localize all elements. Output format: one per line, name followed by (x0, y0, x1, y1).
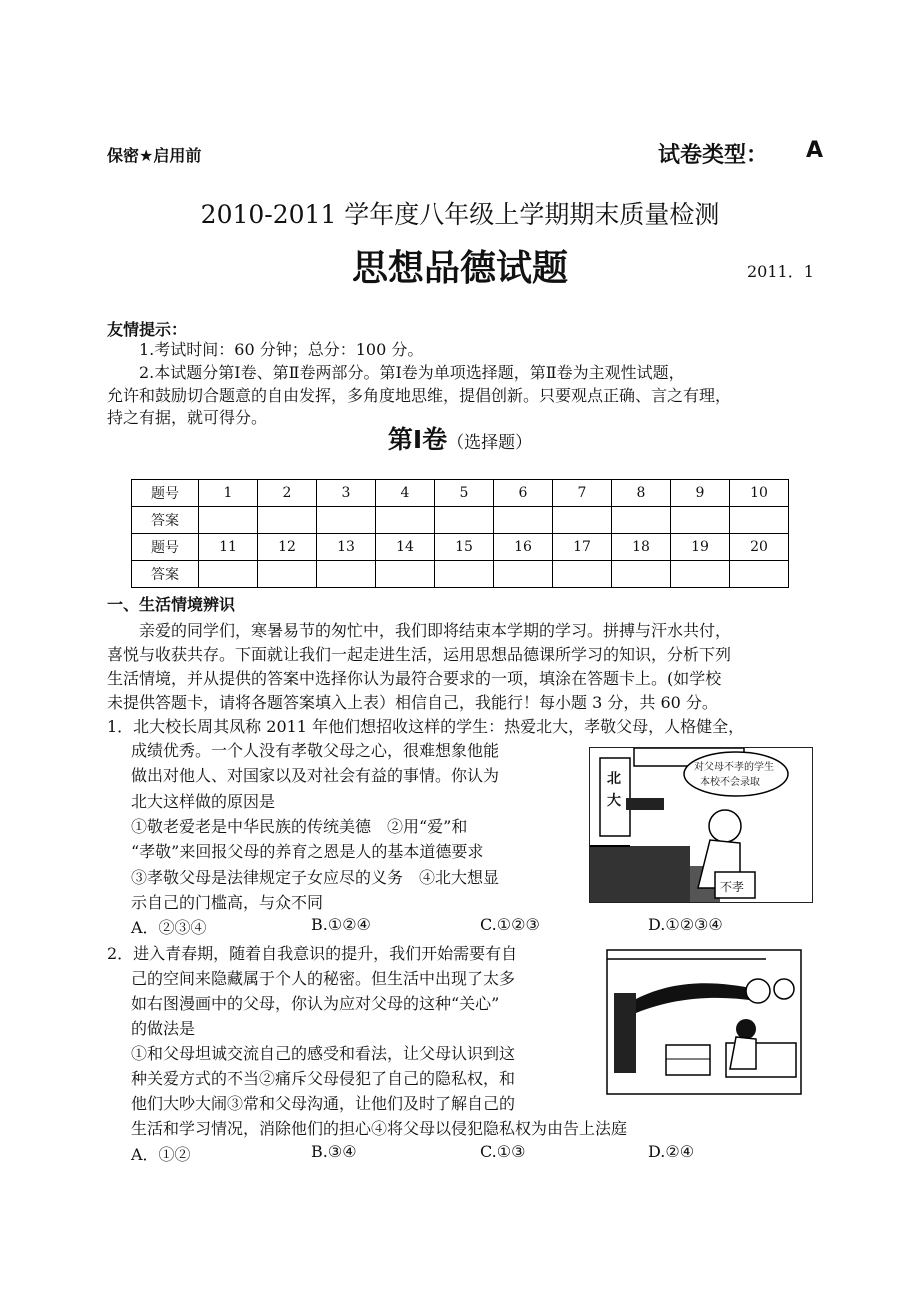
q2-line-2: 己的空间来隐藏属于个人的秘密。但生活中出现了太多 (131, 969, 516, 988)
table-header-cell: 答案 (132, 507, 199, 534)
q1-line-1: 1．北大校长周其凤称 2011 年他们想招收这样的学生：热爱北大，孝敬父母，人格健全， (107, 717, 745, 736)
table-cell: 13 (317, 534, 376, 561)
part1-intro-line-2: 喜悦与收获共存。下面就让我们一起走进生活，运用思想品德课所学习的知识，分析下列 (107, 645, 732, 664)
table-cell: 16 (494, 534, 553, 561)
q1-cartoon-sign: 北大 (607, 771, 621, 809)
q2-line-8: 生活和学习情况，消除他们的担心④将父母以侵犯隐私权为由告上法庭 (131, 1119, 628, 1138)
q2-line-4: 的做法是 (131, 1019, 196, 1038)
q1-option-d[interactable]: D.①②③④ (648, 915, 723, 934)
q1-cartoon-bubble-text-2: 本校不会录取 (700, 777, 760, 788)
answer-cell[interactable] (376, 561, 435, 588)
q1-line-4: 北大这样做的原因是 (131, 792, 276, 811)
answer-cell[interactable] (553, 561, 612, 588)
table-cell: 14 (376, 534, 435, 561)
q2-cartoon-drawing (606, 949, 802, 1095)
q1-line-6: “孝敬”来回报父母的养育之恩是人的基本道德要求 (131, 842, 484, 861)
table-row (132, 480, 789, 507)
paper-type-value: A (806, 138, 824, 163)
notes-heading: 友情提示： (107, 320, 188, 339)
table-header-cell: 答案 (132, 561, 199, 588)
table-cell: 12 (258, 534, 317, 561)
q2-option-a[interactable]: A．①② (131, 1145, 191, 1164)
note-item-2-line-2: 允许和鼓励切合题意的自由发挥，多角度地思维，提倡创新。只要观点正确、言之有理， (107, 386, 732, 405)
q2-cartoon (606, 949, 802, 1095)
exam-date: 2011．1 (747, 262, 814, 281)
table-cell: 17 (553, 534, 612, 561)
q2-line-5: ①和父母坦诚交流自己的感受和看法，让父母认识到这 (131, 1044, 516, 1063)
note-item-2-line-3: 持之有据，就可得分。 (107, 408, 268, 427)
table-row (132, 561, 789, 588)
table-cell: 2 (258, 480, 317, 507)
answer-cell[interactable] (376, 507, 435, 534)
table-cell: 20 (730, 534, 789, 561)
section-title-sub: （选择题） (447, 433, 533, 453)
q1-cartoon-bubble-text-1: 对父母不孝的学生 (694, 762, 774, 773)
q1-line-8: 示自己的门槛高，与众不同 (131, 893, 324, 912)
answer-table (131, 479, 789, 588)
answer-cell[interactable] (258, 507, 317, 534)
part1-intro-line-3: 生活情境，并从提供的答案中选择你认为最符合要求的一项，填涂在答题卡上。(如学校 (107, 669, 722, 688)
answer-cell[interactable] (258, 561, 317, 588)
table-cell: 8 (612, 480, 671, 507)
answer-cell[interactable] (435, 507, 494, 534)
table-cell: 7 (553, 480, 612, 507)
answer-cell[interactable] (730, 507, 789, 534)
q2-line-7: 他们大吵大闹③常和父母沟通，让他们及时了解自己的 (131, 1094, 516, 1113)
table-cell: 4 (376, 480, 435, 507)
part1-intro-line-4: 未提供答题卡，请将各题答案填入上表）相信自己，我能行！每小题 3 分，共 60 分。 (107, 693, 718, 712)
part1-heading: 一、生活情境辨识 (107, 595, 236, 614)
q1-option-b[interactable]: B.①②④ (311, 915, 371, 934)
table-cell: 11 (199, 534, 258, 561)
q2-line-6: 种关爱方式的不当②痛斥父母侵犯了自己的隐私权，和 (131, 1069, 516, 1088)
section-title-main: 第Ⅰ卷 (387, 425, 448, 454)
table-row (132, 507, 789, 534)
table-cell: 1 (199, 480, 258, 507)
answer-cell[interactable] (612, 561, 671, 588)
answer-cell[interactable] (199, 561, 258, 588)
answer-cell[interactable] (730, 561, 789, 588)
table-cell: 3 (317, 480, 376, 507)
subject-title: 思想品德试题 (351, 248, 568, 289)
q1-line-2: 成绩优秀。一个人没有孝敬父母之心，很难想象他能 (131, 741, 500, 760)
q2-option-b[interactable]: B.③④ (311, 1142, 357, 1161)
paper-type-label: 试卷类型： (658, 143, 769, 168)
table-cell: 18 (612, 534, 671, 561)
q1-option-a[interactable]: A．②③④ (131, 918, 207, 937)
answer-cell[interactable] (494, 507, 553, 534)
q2-line-1: 2．进入青春期，随着自我意识的提升，我们开始需要有自 (107, 944, 518, 963)
table-header-cell: 题号 (132, 534, 199, 561)
q2-option-c[interactable]: C.①③ (480, 1142, 526, 1161)
exam-title: 2010-2011 学年度八年级上学期期末质量检测 (200, 200, 720, 229)
table-cell: 5 (435, 480, 494, 507)
part1-intro-line-1: 亲爱的同学们，寒暑易节的匆忙中，我们即将结束本学期的学习。拼搏与汗水共付， (139, 621, 732, 640)
table-cell: 6 (494, 480, 553, 507)
section-title (0, 420, 920, 456)
q1-line-5: ①敬老爱老是中华民族的传统美德 ②用“爱”和 (131, 817, 468, 836)
q1-line-3: 做出对他人、对国家以及对社会有益的事情。你认为 (131, 766, 500, 785)
answer-cell[interactable] (199, 507, 258, 534)
answer-cell[interactable] (317, 507, 376, 534)
q2-option-d[interactable]: D.②④ (648, 1142, 695, 1161)
answer-cell[interactable] (435, 561, 494, 588)
table-cell: 9 (671, 480, 730, 507)
answer-cell[interactable] (612, 507, 671, 534)
table-cell: 10 (730, 480, 789, 507)
q1-cartoon (589, 747, 813, 903)
table-header-cell: 题号 (132, 480, 199, 507)
q1-option-c[interactable]: C.①②③ (480, 915, 540, 934)
q2-line-3: 如右图漫画中的父母，你认为应对父母的这种“关心” (131, 994, 500, 1013)
answer-cell[interactable] (553, 507, 612, 534)
answer-cell[interactable] (671, 561, 730, 588)
confidential-label: 保密★启用前 (107, 146, 202, 165)
answer-cell[interactable] (317, 561, 376, 588)
table-row (132, 534, 789, 561)
table-cell: 15 (435, 534, 494, 561)
note-item-1: 1.考试时间：60 分钟；总分：100 分。 (139, 340, 424, 359)
table-cell: 19 (671, 534, 730, 561)
answer-cell[interactable] (494, 561, 553, 588)
note-item-2-line-1: 2.本试题分第Ⅰ卷、第Ⅱ卷两部分。第Ⅰ卷为单项选择题，第Ⅱ卷为主观性试题， (139, 363, 685, 382)
answer-cell[interactable] (671, 507, 730, 534)
q1-line-7: ③孝敬父母是法律规定子女应尽的义务 ④北大想显 (131, 868, 500, 887)
q1-cartoon-box-label: 不孝 (720, 880, 745, 894)
